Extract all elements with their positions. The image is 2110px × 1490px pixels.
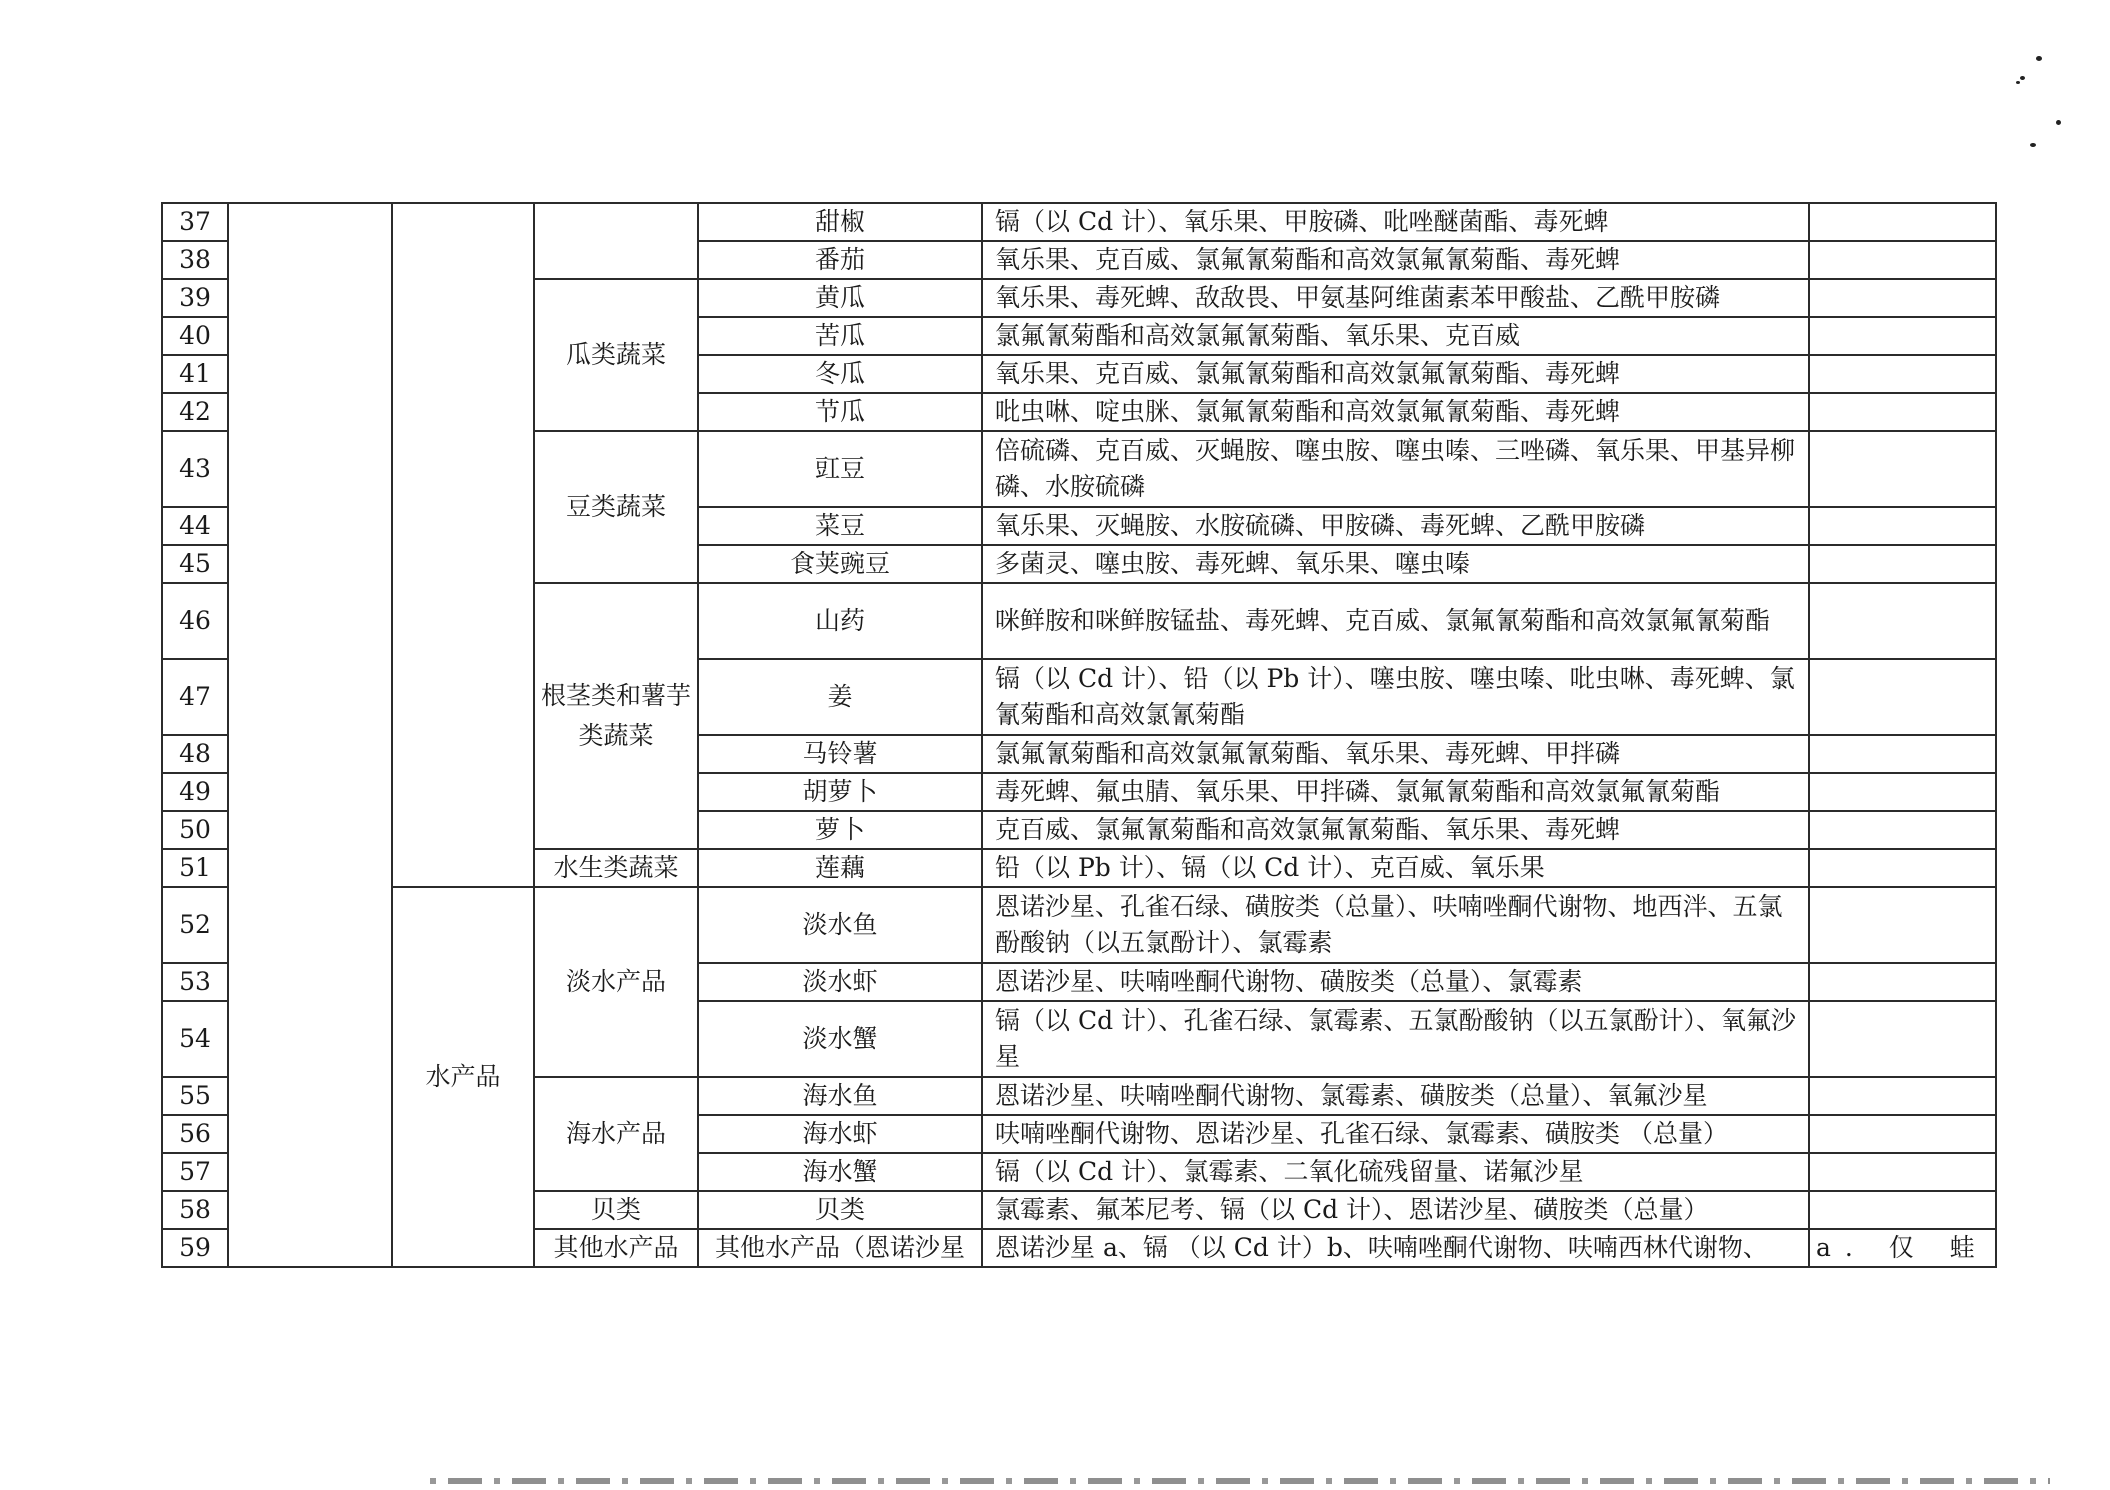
food-name: 淡水虾 <box>698 963 982 1001</box>
remark <box>1809 887 1996 963</box>
row-number: 40 <box>162 317 228 355</box>
row-number: 46 <box>162 583 228 659</box>
inspection-items: 恩诺沙星 a、镉 （以 Cd 计）b、呋喃唑酮代谢物、呋喃西林代谢物、 <box>982 1229 1809 1267</box>
row-number: 52 <box>162 887 228 963</box>
major-category-empty <box>392 203 534 887</box>
row-number: 45 <box>162 545 228 583</box>
subcategory-label: 淡水产品 <box>534 887 698 1077</box>
remark <box>1809 1115 1996 1153</box>
inspection-items: 咪鲜胺和咪鲜胺锰盐、毒死蜱、克百威、氯氟氰菊酯和高效氯氟氰菊酯 <box>982 583 1809 659</box>
row-number: 37 <box>162 203 228 241</box>
remark <box>1809 545 1996 583</box>
food-name: 番茄 <box>698 241 982 279</box>
food-name: 苦瓜 <box>698 317 982 355</box>
subcategory-label: 贝类 <box>534 1191 698 1229</box>
inspection-items: 氯氟氰菊酯和高效氯氟氰菊酯、氧乐果、毒死蜱、甲拌磷 <box>982 735 1809 773</box>
remark <box>1809 393 1996 431</box>
inspection-items: 镉（以 Cd 计）、氧乐果、甲胺磷、吡唑醚菌酯、毒死蜱 <box>982 203 1809 241</box>
food-name: 莲藕 <box>698 849 982 887</box>
inspection-items: 克百威、氯氟氰菊酯和高效氯氟氰菊酯、氧乐果、毒死蜱 <box>982 811 1809 849</box>
row-number: 38 <box>162 241 228 279</box>
row-number: 44 <box>162 507 228 545</box>
subcategory-empty <box>534 203 698 279</box>
food-name: 海水鱼 <box>698 1077 982 1115</box>
inspection-items: 恩诺沙星、呋喃唑酮代谢物、氯霉素、磺胺类（总量）、氧氟沙星 <box>982 1077 1809 1115</box>
table-row <box>162 887 1996 963</box>
remark <box>1809 735 1996 773</box>
remark <box>1809 1001 1996 1077</box>
row-number: 48 <box>162 735 228 773</box>
remark <box>1809 241 1996 279</box>
row-number: 49 <box>162 773 228 811</box>
row-number: 54 <box>162 1001 228 1077</box>
food-name: 节瓜 <box>698 393 982 431</box>
food-name: 食荚豌豆 <box>698 545 982 583</box>
row-number: 47 <box>162 659 228 735</box>
row-number: 51 <box>162 849 228 887</box>
subcategory-label: 豆类蔬菜 <box>534 431 698 583</box>
remark <box>1809 583 1996 659</box>
row-number: 53 <box>162 963 228 1001</box>
remark <box>1809 203 1996 241</box>
food-name: 海水虾 <box>698 1115 982 1153</box>
inspection-items: 吡虫啉、啶虫脒、氯氟氰菊酯和高效氯氟氰菊酯、毒死蜱 <box>982 393 1809 431</box>
remark <box>1809 811 1996 849</box>
row-number: 50 <box>162 811 228 849</box>
food-name: 淡水蟹 <box>698 1001 982 1077</box>
food-name: 海水蟹 <box>698 1153 982 1191</box>
row-number: 41 <box>162 355 228 393</box>
table-row <box>162 203 1996 241</box>
inspection-items: 倍硫磷、克百威、灭蝇胺、噻虫胺、噻虫嗪、三唑磷、氧乐果、甲基异柳磷、水胺硫磷 <box>982 431 1809 507</box>
remark <box>1809 279 1996 317</box>
inspection-items: 氧乐果、克百威、氯氟氰菊酯和高效氯氟氰菊酯、毒死蜱 <box>982 241 1809 279</box>
food-name: 萝卜 <box>698 811 982 849</box>
row-number: 55 <box>162 1077 228 1115</box>
remark <box>1809 773 1996 811</box>
remark: a. 仅 蛙 <box>1809 1229 1996 1267</box>
remark <box>1809 963 1996 1001</box>
inspection-items: 恩诺沙星、呋喃唑酮代谢物、磺胺类（总量）、氯霉素 <box>982 963 1809 1001</box>
food-name: 胡萝卜 <box>698 773 982 811</box>
food-name: 菜豆 <box>698 507 982 545</box>
subcategory-label: 水生类蔬菜 <box>534 849 698 887</box>
subcategory-label: 瓜类蔬菜 <box>534 279 698 431</box>
inspection-items: 恩诺沙星、孔雀石绿、磺胺类（总量）、呋喃唑酮代谢物、地西泮、五氯酚酸钠（以五氯酚计）、氯霉素 <box>982 887 1809 963</box>
scan-specks <box>1960 48 2070 158</box>
inspection-items-table <box>161 202 1997 1268</box>
inspection-items: 铅（以 Pb 计）、镉（以 Cd 计）、克百威、氧乐果 <box>982 849 1809 887</box>
inspection-items: 镉（以 Cd 计）、孔雀石绿、氯霉素、五氯酚酸钠（以五氯酚计）、氧氟沙星 <box>982 1001 1809 1077</box>
food-name: 豇豆 <box>698 431 982 507</box>
inspection-items: 镉（以 Cd 计）、氯霉素、二氧化硫残留量、诺氟沙星 <box>982 1153 1809 1191</box>
remark <box>1809 1077 1996 1115</box>
row-number: 58 <box>162 1191 228 1229</box>
inspection-items: 镉（以 Cd 计）、铅（以 Pb 计）、噻虫胺、噻虫嗪、吡虫啉、毒死蜱、氯氰菊酯和高效氯氰菊酯 <box>982 659 1809 735</box>
food-name: 甜椒 <box>698 203 982 241</box>
row-number: 42 <box>162 393 228 431</box>
food-name: 山药 <box>698 583 982 659</box>
remark <box>1809 431 1996 507</box>
food-name: 马铃薯 <box>698 735 982 773</box>
row-number: 59 <box>162 1229 228 1267</box>
subcategory-label: 其他水产品 <box>534 1229 698 1267</box>
remark <box>1809 507 1996 545</box>
remark <box>1809 355 1996 393</box>
food-name: 姜 <box>698 659 982 735</box>
subcategory-label: 海水产品 <box>534 1077 698 1191</box>
food-name: 冬瓜 <box>698 355 982 393</box>
subcategory-label: 根茎类和薯芋类蔬菜 <box>534 583 698 849</box>
food-name: 贝类 <box>698 1191 982 1229</box>
remark <box>1809 659 1996 735</box>
remark <box>1809 849 1996 887</box>
inspection-items: 氧乐果、克百威、氯氟氰菊酯和高效氯氟氰菊酯、毒死蜱 <box>982 355 1809 393</box>
food-name: 黄瓜 <box>698 279 982 317</box>
food-name: 淡水鱼 <box>698 887 982 963</box>
food-name: 其他水产品（恩诺沙星 <box>698 1229 982 1267</box>
inspection-items: 毒死蜱、氟虫腈、氧乐果、甲拌磷、氯氟氰菊酯和高效氯氟氰菊酯 <box>982 773 1809 811</box>
remark <box>1809 1191 1996 1229</box>
inspection-items: 氧乐果、灭蝇胺、水胺硫磷、甲胺磷、毒死蜱、乙酰甲胺磷 <box>982 507 1809 545</box>
next-page-bleed-through <box>430 1478 2050 1484</box>
row-number: 56 <box>162 1115 228 1153</box>
remark <box>1809 317 1996 355</box>
row-number: 57 <box>162 1153 228 1191</box>
inspection-items: 氯霉素、氟苯尼考、镉（以 Cd 计）、恩诺沙星、磺胺类（总量） <box>982 1191 1809 1229</box>
category-col-empty <box>228 203 392 1267</box>
inspection-items: 呋喃唑酮代谢物、恩诺沙星、孔雀石绿、氯霉素、磺胺类 （总量） <box>982 1115 1809 1153</box>
major-category-label: 水产品 <box>392 887 534 1267</box>
inspection-items: 氯氟氰菊酯和高效氯氟氰菊酯、氧乐果、克百威 <box>982 317 1809 355</box>
inspection-items: 氧乐果、毒死蜱、敌敌畏、甲氨基阿维菌素苯甲酸盐、乙酰甲胺磷 <box>982 279 1809 317</box>
remark <box>1809 1153 1996 1191</box>
inspection-items: 多菌灵、噻虫胺、毒死蜱、氧乐果、噻虫嗪 <box>982 545 1809 583</box>
row-number: 43 <box>162 431 228 507</box>
row-number: 39 <box>162 279 228 317</box>
